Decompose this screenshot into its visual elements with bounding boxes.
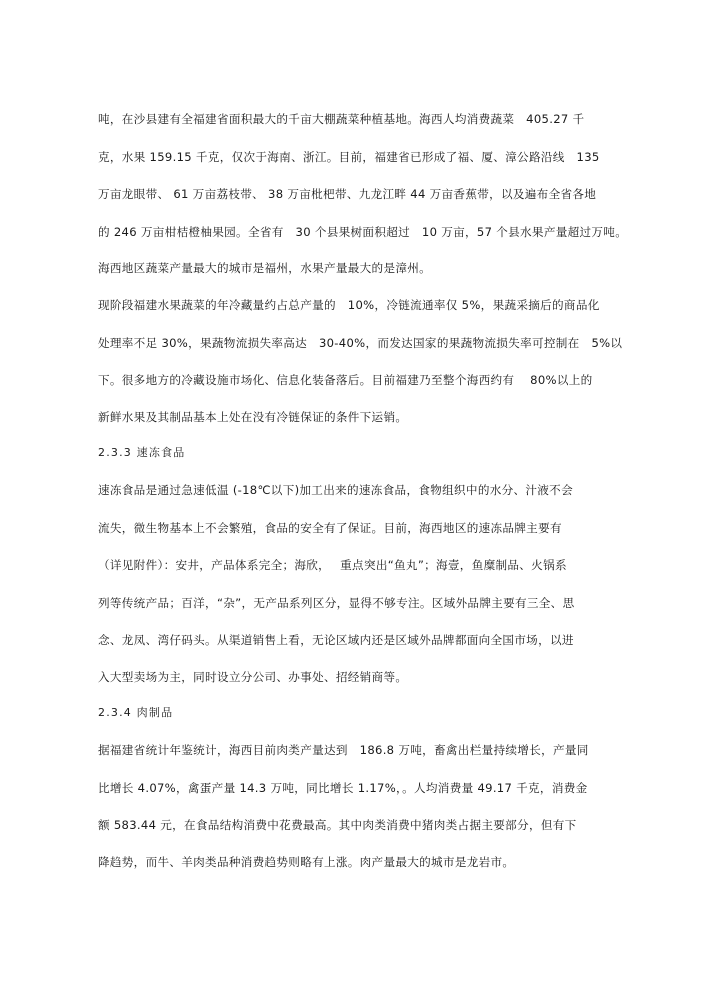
section-heading: 2.3.3 速冻食品 — [98, 446, 186, 459]
paragraph-line: 比增长 4.07%，禽蛋产量 14.3 万吨，同比增长 1.17%，。人均消费量 49.17 千克，消费金 — [98, 781, 588, 795]
paragraph-line: 的 246 万亩柑桔橙柚果园。全省有 30 个县果树面积超过 10 万亩，57 个县水果产量超过万吨。 — [98, 225, 628, 239]
paragraph-line: 海西地区蔬菜产量最大的城市是福州，水果产量最大的是漳州。 — [98, 261, 432, 275]
paragraph-line: 列等传统产品；百洋，“杂”，无产品系列区分，显得不够专注。区域外品牌主要有三全、思 — [98, 596, 575, 610]
paragraph-line: 降趋势，而牛、羊肉类品种消费趋势则略有上涨。肉产量最大的城市是龙岩市。 — [98, 855, 515, 869]
paragraph-line: 速冻食品是通过急速低温 (-18℃以下)加工出来的速冻食品，食物组织中的水分、汁液不会 — [98, 483, 573, 497]
paragraph-line: 下。很多地方的冷藏设施市场化、信息化装备落后。目前福建乃至整个海西约有 80%以上的 — [98, 373, 593, 387]
paragraph-line: 新鲜水果及其制品基本上处在没有冷链保证的条件下运销。 — [98, 410, 408, 424]
paragraph-line: 吨，在沙县建有全福建省面积最大的千亩大棚蔬菜种植基地。海西人均消费蔬菜 405.27 千 — [98, 112, 585, 126]
paragraph-line: 处理率不足 30%，果蔬物流损失率高达 30-40%，而发达国家的果蔬物流损失率可控制在 5%以 — [98, 336, 623, 350]
paragraph-line: 据福建省统计年鉴统计，海西目前肉类产量达到 186.8 万吨，畜禽出栏量持续增长，产量同 — [98, 743, 589, 757]
paragraph-line: 念、龙凤、湾仔码头。从渠道销售上看，无论区域内还是区域外品牌都面向全国市场，以进 — [98, 633, 574, 647]
paragraph-line: 额 583.44 元，在食品结构消费中花费最高。其中肉类消费中猪肉类占据主要部分，但有下 — [98, 818, 577, 832]
paragraph-line: 入大型卖场为主，同时设立分公司、办事处、招经销商等。 — [98, 670, 408, 684]
paragraph-line: 流失，微生物基本上不会繁殖，食品的安全有了保证。目前，海西地区的速冻品牌主要有 — [98, 521, 562, 535]
paragraph-line: 现阶段福建水果蔬菜的年冷藏量约占总产量的 10%，冷链流通率仅 5%，果蔬采摘后的商品化 — [98, 298, 600, 312]
paragraph-line: 克，水果 159.15 千克，仅次于海南、浙江。目前，福建省已形成了福、厦、漳公路沿线 135 — [98, 150, 600, 164]
section-heading: 2.3.4 肉制品 — [98, 706, 174, 719]
paragraph-line: 万亩龙眼带、 61 万亩荔枝带、 38 万亩枇杷带、九龙江畔 44 万亩香蕉带，以及遍布全省各地 — [98, 187, 597, 201]
paragraph-line: （详见附件）：安井，产品体系完全；海欣， 重点突出“鱼丸”；海壹，鱼糜制品、火锅系 — [98, 558, 567, 572]
